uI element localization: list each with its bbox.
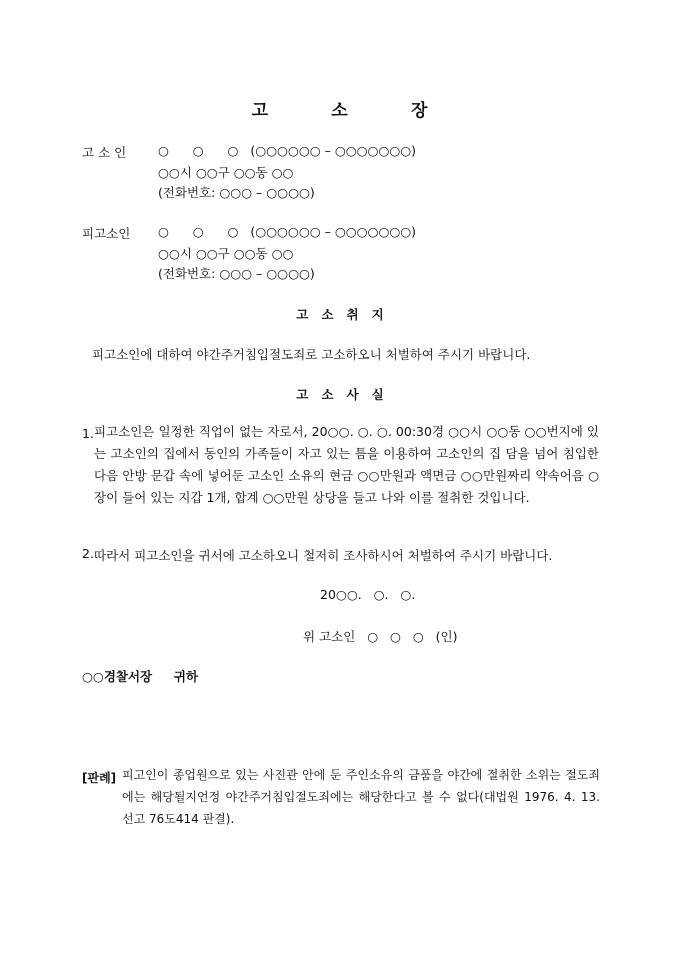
- signature-line: 위 고소인 ○ ○ ○ (인): [303, 629, 458, 644]
- accused-phone: (전화번호: ○○○ – ○○○○): [158, 266, 315, 281]
- precedent-label: [판례]: [82, 771, 117, 785]
- fact2-text: 따라서 피고소인을 귀서에 고소하오니 철저히 조사하시어 처벌하여 주시기 바랍니다.: [94, 548, 553, 563]
- recipient: ○○경찰서장 귀하: [82, 669, 199, 684]
- complainant-label: 고 소 인: [82, 145, 127, 160]
- complainant-phone: (전화번호: ○○○ – ○○○○): [158, 185, 315, 200]
- accused-name-id: ○ ○ ○ (○○○○○○ – ○○○○○○○): [158, 224, 417, 239]
- precedent-text: 피고인이 종업원으로 있는 사진관 안에 둔 주인소유의 금품을 야간에 절취한 소위는 절도죄에는 해당될지언정 야간주거침입절도죄에는 해당한다고 볼 수 없다(대법원 1976. 4. 13. 선고 76도414 판결).: [122, 768, 600, 826]
- complainant-address: ○○시 ○○구 ○○동 ○○: [158, 165, 294, 180]
- accused-address: ○○시 ○○구 ○○동 ○○: [158, 246, 294, 261]
- document-date: 20○○. ○. ○.: [320, 587, 416, 602]
- fact1-text: 피고소인은 일정한 직업이 없는 자로서, 20○○. ○. ○. 00:30경 ○○시 ○○동 ○○번지에 있는 고소인의 집에서 동인의 가족들이 자고 있는 틈을 이용하여 고소인의 집 담을 넘어 침입한 다음 안방 문갑 속에 넣어둔 고소인 소유의 현금 ○○만원과 액면금 ○○만원짜리 약속어음 ○장이 들어 있는 지갑 1개, 합계 ○○만원 상당을 들고 나와 이를 절취한 것입니다.: [94, 424, 599, 505]
- accused-label: 피고소인: [82, 226, 131, 241]
- purpose-heading: 고 소 취 지: [296, 307, 384, 322]
- document-title: 고 소 장: [251, 101, 429, 121]
- complainant-name-id: ○ ○ ○ (○○○○○○ – ○○○○○○○): [158, 143, 417, 158]
- facts-heading: 고 소 사 실: [296, 387, 384, 402]
- fact1-number: 1.: [82, 426, 94, 441]
- purpose-text: 피고소인에 대하여 야간주거침입절도죄로 고소하오니 처벌하여 주시기 바랍니다.: [92, 347, 531, 362]
- fact2-number: 2.: [82, 546, 94, 561]
